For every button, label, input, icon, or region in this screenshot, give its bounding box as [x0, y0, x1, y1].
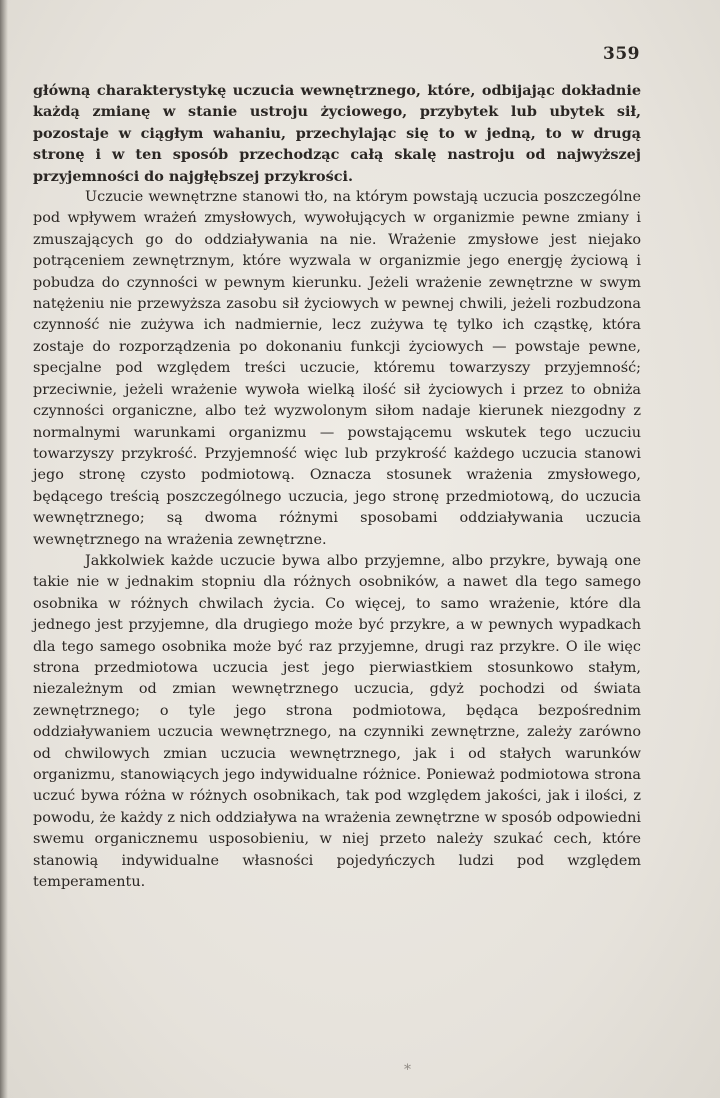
footer-mark: * — [404, 1062, 411, 1078]
page-number: 359 — [603, 44, 640, 64]
paragraph-continuation: główną charakterystykę uczucia wewnętrznego, które, odbijając dokładnie każdą zmianę w stanie ustroju życiowego, przybytek lub ubytek sił, pozostaje w ciągłym wahaniu, przechylając się to w jedną, to w drugą stronę i w ten sposób przechodząc całą skalę nastroju od najwyższej przyjemności do najgłębszej przykrości. — [33, 82, 641, 185]
paragraph-individual-differences: Jakkolwiek każde uczucie bywa albo przyjemne, albo przykre, bywają one takie nie w jednakim stopniu dla różnych osobników, a nawet dla tego samego osobnika w różnych chwilach życia. Co więcej, to samo wrażenie, które dla jednego jest przyjemne, dla drugiego może być przykre, a w pewnych wypadkach dla tego samego osobnika może być raz przyjemne, drugi raz przykre. O ile więc strona przedmiotowa uczucia jest jego pierwiastkiem stosunkowo stałym, niezależnym od zmian wewnętrznego uczucia, gdyż pochodzi od świata zewnętrznego; o tyle jego strona podmiotowa, będąca bezpośrednim oddziaływaniem uczucia wewnętrznego, na czynniki zewnętrzne, zależy zarówno od chwilowych zmian uczucia wewnętrznego, jak i od stałych warunków organizmu, stanowiących jego indywidualne różnice. Ponieważ podmiotowa strona uczuć bywa różna w różnych osobnikach, tak pod względem jakości, jak i ilości, z powodu, że każdy z nich oddziaływa na wrażenia zewnętrzne w sposób odpowiedni swemu organicznemu usposobieniu, w niej przeto należy szukać cech, które stanowią indywidualne własności pojedyńczych ludzi pod względem temperamentu. — [33, 552, 641, 891]
paragraph-inner-feeling: Uczucie wewnętrzne stanowi tło, na którym powstają uczucia poszczególne pod wpływem wrażeń zmysłowych, wywołujących w organizmie pewne zmiany i zmuszających go do oddziaływania na nie. Wrażenie zmysłowe jest niejako potrąceniem zewnętrznym, które wyzwala w organizmie jego energję życiową i pobudza do czynności w pewnym kierunku. Jeżeli wrażenie zewnętrzne w swym natężeniu nie przewyższa zasobu sił życiowych w pewnej chwili, jeżeli rozbudzona czynność nie zużywa ich nadmiernie, lecz zużywa tę tylko ich cząstkę, która zostaje do rozporządzenia po dokonaniu funkcji życiowych — powstaje pewne, specjalne pod względem treści uczucie, któremu towarzyszy przyjemność; przeciwnie, jeżeli wrażenie wywoła wielką ilość sił życiowych i przez to obniża czynności organiczne, albo też wyzwolonym siłom nadaje kierunek niezgodny z normalnymi warunkami organizmu — powstającemu wskutek tego uczuciu towarzyszy przykrość. Przyjemność więc lub przykrość każdego uczucia stanowi jego stronę czysto podmiotową. Oznacza stosunek wrażenia zmysłowego, będącego treścią poszczególnego uczucia, jego stronę przedmiotową, do uczucia wewnętrznego; są dwoma różnymi sposobami oddziaływania uczucia wewnętrznego na wrażenia zewnętrzne. — [33, 189, 641, 548]
body-text — [33, 80, 641, 893]
page-binding-edge — [0, 0, 8, 1098]
